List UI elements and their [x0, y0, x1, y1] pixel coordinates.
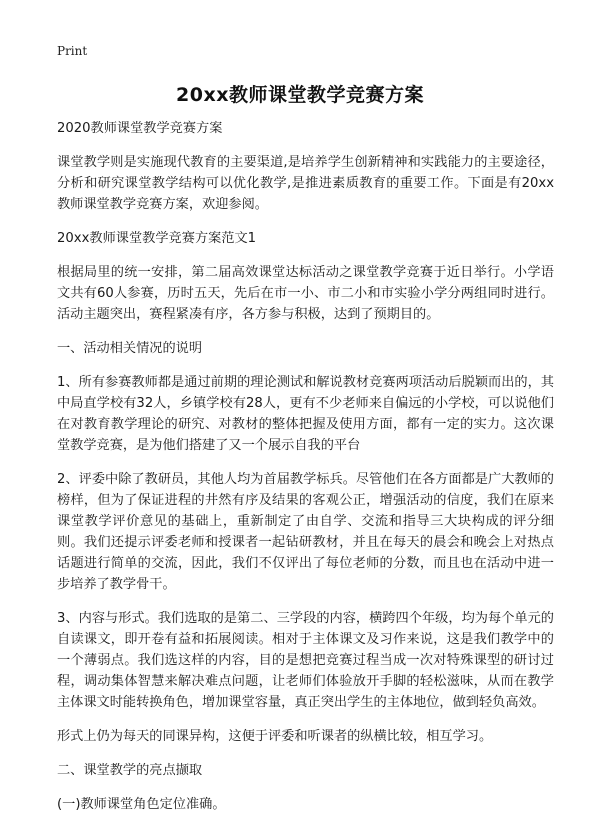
- document-body: [57, 118, 554, 828]
- paragraph: 1、所有参赛教师都是通过前期的理论测试和解说教材竞赛两项活动后脱颖而出的，其中局直学校有32人，乡镇学校有28人，更有不少老师来自偏远的小学校，可以说他们在对教育教学理论的研究、对教材的整体把握及使用方面，都有一定的实力。这次课堂教学竞赛，是为他们搭建了又一个展示自我的平台: [57, 375, 554, 453]
- print-link[interactable]: Print: [57, 44, 88, 58]
- subsection-heading: (一)教师课堂角色定位准确。: [57, 797, 226, 812]
- paragraph: 3、内容与形式。我们选取的是第二、三学段的内容，横跨四个年级，均为每个单元的自读课文，即开卷有益和拓展阅读。相对于主体课文及习作来说，这是我们教学中的一个薄弱点。我们选这样的内容，目的是想把竞赛过程当成一次对特殊课型的研讨过程，调动集体智慧来解决难点问题，让老师们体验放开手脚的轻松滋味，从而在教学主体课文时能转换角色，增加课堂容量，真正突出学生的主体地位，做到轻负高效。: [57, 611, 554, 710]
- subtitle: 2020教师课堂教学竞赛方案: [57, 121, 223, 136]
- section-heading: 二、课堂教学的亮点撷取: [57, 763, 203, 778]
- document-title: 20xx教师课堂教学竞赛方案: [176, 84, 424, 106]
- section-heading-sample: 20xx教师课堂教学竞赛方案范文1: [57, 231, 257, 246]
- intro-paragraph: 课堂教学则是实施现代教育的主要渠道,是培养学生创新精神和实践能力的主要途径，分析和研究课堂教学结构可以优化教学,是推进素质教育的重要工作。下面是有20xx教师课堂教学竞赛方案，欢迎参阅。: [57, 155, 554, 212]
- section-heading: 一、活动相关情况的说明: [57, 341, 203, 356]
- paragraph: 2、评委中除了教研员，其他人均为首届教学标兵。尽管他们在各方面都是广大教师的榜样，但为了保证进程的井然有序及结果的客观公正，增强活动的信度，我们在原来课堂教学评价意见的基础上，重新制定了由自学、交流和指导三大块构成的评分细则。我们还提示评委老师和授课者一起钻研教材，并且在每天的晨会和晚会上对热点话题进行简单的交流，因此，我们不仅评出了每位老师的分数，而且也在活动中进一步培养了教学骨干。: [57, 472, 554, 592]
- paragraph: 根据局里的统一安排，第二届高效课堂达标活动之课堂教学竞赛于近日举行。小学语文共有60人参赛，历时五天，先后在市一小、市二小和市实验小学分两组同时进行。活动主题突出，赛程紧凑有序，各方参与积极，达到了预期目的。: [57, 265, 554, 322]
- paragraph: 形式上仍为每天的同课异构，这便于评委和听课者的纵横比较，相互学习。: [57, 729, 493, 744]
